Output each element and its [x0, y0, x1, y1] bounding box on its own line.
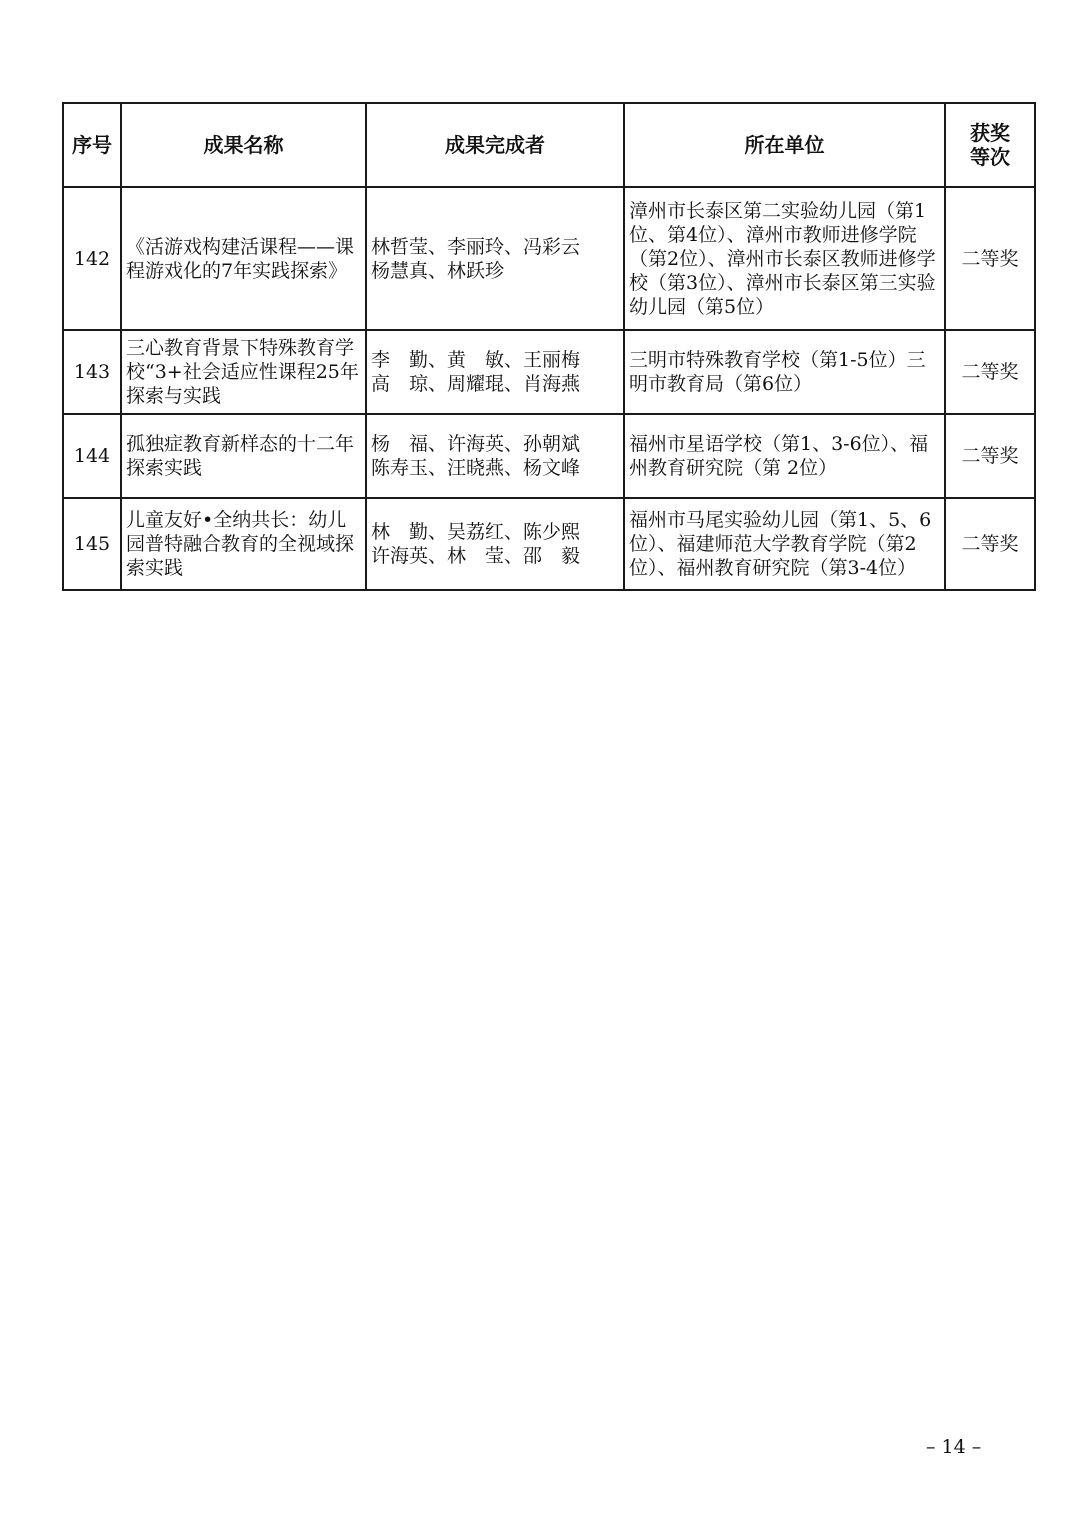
cell-seq: 145	[63, 498, 121, 590]
cell-name: 《活游戏构建活课程——课程游戏化的7年实践探索》	[121, 187, 366, 330]
cell-unit: 福州市星语学校（第1、3-6位）、福州教育研究院（第 2位）	[624, 414, 945, 498]
header-level-line1: 获奖	[970, 121, 1010, 145]
authors-line: 陈寿玉、汪晓燕、杨文峰	[371, 457, 581, 479]
authors-line: 杨慧真、林跃珍	[371, 259, 505, 282]
table-row	[63, 414, 1035, 498]
cell-seq: 144	[63, 414, 121, 498]
cell-level: 二等奖	[945, 498, 1035, 590]
page-number: – 14 –	[926, 1436, 982, 1458]
authors-line: 杨 福、许海英、孙朝斌	[371, 433, 581, 455]
cell-authors	[366, 414, 624, 498]
cell-seq: 143	[63, 330, 121, 414]
table-row	[63, 330, 1035, 414]
header-name: 成果名称	[121, 103, 366, 187]
cell-name: 儿童友好•全纳共长：幼儿园普特融合教育的全视域探索实践	[121, 498, 366, 590]
cell-name: 三心教育背景下特殊教育学校“3+社会适应性课程25年探索与实践	[121, 330, 366, 414]
cell-seq: 142	[63, 187, 121, 330]
awards-table	[62, 102, 1036, 591]
table-row	[63, 187, 1035, 330]
authors-line: 许海英、林 莹、邵 毅	[371, 545, 581, 567]
cell-level: 二等奖	[945, 330, 1035, 414]
header-authors: 成果完成者	[366, 103, 624, 187]
authors-line: 林 勤、吴荔红、陈少熙	[371, 521, 581, 543]
header-level-line2: 等次	[970, 145, 1010, 169]
header-level	[945, 103, 1035, 187]
table-row	[63, 498, 1035, 590]
header-unit: 所在单位	[624, 103, 945, 187]
authors-line: 林哲莹、李丽玲、冯彩云	[371, 235, 581, 258]
cell-level: 二等奖	[945, 187, 1035, 330]
cell-name: 孤独症教育新样态的十二年探索实践	[121, 414, 366, 498]
cell-level: 二等奖	[945, 414, 1035, 498]
header-seq: 序号	[63, 103, 121, 187]
authors-line: 高 琼、周耀琨、肖海燕	[371, 373, 581, 395]
authors-line: 李 勤、黄 敏、王丽梅	[371, 349, 581, 371]
cell-unit: 三明市特殊教育学校（第1-5位）三明市教育局（第6位）	[624, 330, 945, 414]
cell-authors	[366, 187, 624, 330]
cell-authors	[366, 330, 624, 414]
cell-authors	[366, 498, 624, 590]
header-row	[63, 103, 1035, 187]
cell-unit: 漳州市长泰区第二实验幼儿园（第1位、第4位）、漳州市教师进修学院（第2位）、漳州市长泰区教师进修学校（第3位）、漳州市长泰区第三实验幼儿园（第5位）	[624, 187, 945, 330]
cell-unit: 福州市马尾实验幼儿园（第1、5、6位）、福建师范大学教育学院（第2位）、福州教育研究院（第3-4位）	[624, 498, 945, 590]
